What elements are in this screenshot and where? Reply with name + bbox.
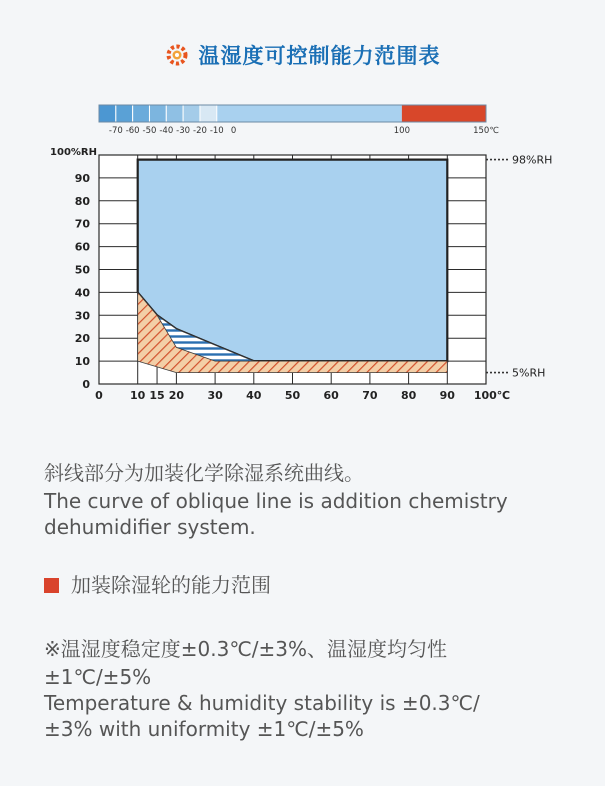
y-tick-label: 60: [74, 240, 90, 254]
y-tick-label: 0: [82, 378, 90, 391]
temperature-bar-cell: [166, 105, 183, 122]
stability-note-cn-line1: ※温湿度稳定度±0.3℃/±3%、温湿度均匀性: [44, 637, 448, 661]
temperature-bar-label: -50: [142, 126, 157, 136]
y-tick-label: 80: [74, 194, 90, 208]
legend-item: [44, 572, 271, 598]
temperature-bar-label: 0: [230, 126, 237, 136]
y-tick-label: 90: [74, 171, 90, 185]
temperature-bar-hot: [402, 105, 486, 122]
x-tick-label: 100℃: [473, 389, 511, 402]
x-tick-label: 20: [168, 389, 185, 402]
humidity-temperature-chart: [0, 95, 605, 415]
page-title: 温湿度可控制能力范围表: [198, 44, 441, 68]
legend-swatch: [44, 578, 59, 593]
stability-note-en-line2: ±3% with uniformity ±1℃/±5%: [44, 717, 364, 741]
hatch-note-en-line1: The curve of oblique line is addition chemistry: [44, 489, 508, 513]
temperature-bar-label: 100: [393, 126, 410, 136]
x-tick-label: 10: [130, 389, 146, 402]
chart-areas: [138, 160, 448, 373]
y-tick-label: 50: [74, 263, 90, 277]
x-tick-label: 0: [95, 389, 103, 402]
temperature-bar-cell: [133, 105, 150, 122]
chart-annotations: [486, 154, 552, 380]
temperature-bar-label: -30: [176, 126, 191, 136]
x-tick-label: 50: [284, 389, 301, 402]
legend-label: 加装除湿轮的能力范围: [71, 573, 271, 597]
temperature-bar-label: 150℃: [473, 126, 499, 136]
y-tick-label: 20: [74, 332, 90, 346]
y-tick-label: 30: [74, 309, 90, 323]
temperature-bar-cell: [99, 105, 116, 122]
y-tick-label: 70: [74, 217, 90, 231]
x-tick-label: 30: [207, 389, 223, 402]
temperature-bar-cell: [183, 105, 200, 122]
temperature-bar-label: -20: [193, 126, 207, 136]
x-tick-label: 60: [323, 389, 339, 402]
page-header: [0, 38, 605, 72]
x-tick-label: 40: [246, 389, 262, 402]
x-tick-label: 70: [362, 389, 378, 402]
annotation-label: 98%RH: [512, 153, 553, 167]
stability-note-en-line1: Temperature & humidity stability is ±0.3℃/: [44, 691, 480, 715]
temperature-bar-label: -60: [125, 126, 140, 136]
temperature-bar-cell: [116, 105, 133, 122]
x-tick-label: 80: [400, 389, 417, 402]
hatch-note-cn: 斜线部分为加装化学除湿系统曲线。: [44, 461, 364, 485]
temperature-bar: [99, 105, 499, 136]
x-tick-label: 15: [149, 389, 165, 402]
temperature-bar-cell: [200, 105, 217, 122]
annotation-label: 5%RH: [512, 366, 546, 380]
y-tick-label: 40: [74, 286, 90, 300]
x-tick-label: 90: [439, 389, 455, 402]
hatch-note-en-line2: dehumidifier system.: [44, 515, 256, 539]
y-tick-label: 100%RH: [50, 147, 97, 158]
temperature-bar-cell: [149, 105, 166, 122]
temperature-bar-label: -10: [209, 126, 224, 136]
temperature-bar-label: -40: [159, 126, 174, 136]
gear-icon: [165, 43, 189, 67]
stability-note-cn-line2: ±1℃/±5%: [44, 665, 152, 689]
temperature-bar-label: -70: [108, 126, 123, 136]
area-controllable-range: [138, 160, 448, 362]
y-tick-label: 10: [74, 355, 90, 369]
